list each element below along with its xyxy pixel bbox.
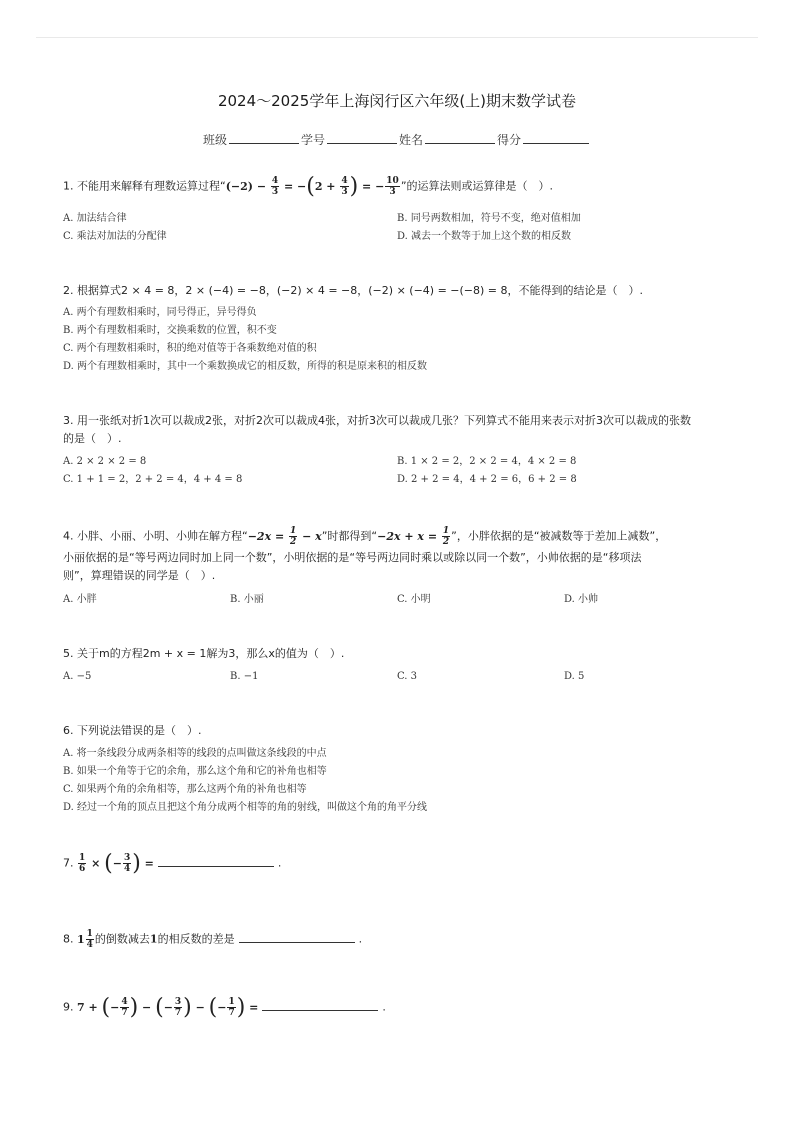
q3-option-d[interactable]: D. 2 + 2 = 4，4 + 2 = 6，6 + 2 = 8 bbox=[397, 474, 577, 485]
q2-option-a[interactable]: A. 两个有理数相乘时，同号得正，异号得负 bbox=[63, 307, 257, 318]
id-label: 学号 bbox=[300, 133, 325, 147]
q7-expression: $\frac{1}{6}$ × (− $\frac{3}{4}$ ) = bbox=[79, 850, 154, 876]
name-blank bbox=[425, 131, 495, 144]
q5-option-d[interactable]: D. 5 bbox=[564, 671, 585, 682]
q3-option-a[interactable]: A. 2 × 2 × 2 = 8 bbox=[63, 456, 147, 467]
q4-option-d[interactable]: D. 小帅 bbox=[564, 594, 599, 605]
question-3-line-1: 3. 用一张纸对折1次可以裁成2张，对折2次可以裁成4张，对折3次可以裁成几张？下列算式不能用来表示对折3次可以裁成的张数 bbox=[63, 414, 691, 427]
name-label: 姓名 bbox=[399, 133, 424, 147]
class-label: 班级 bbox=[202, 133, 227, 147]
q6-option-a[interactable]: A. 将一条线段分成两条相等的线段的点叫做这条线段的中点 bbox=[63, 748, 327, 759]
q8-answer-blank[interactable] bbox=[239, 930, 355, 943]
q9-expression: 7 + (− $\frac{4}{7}$ ) − (− $\frac{3}{7}$ ) − (− $\frac{1}{7}$ ) = bbox=[77, 994, 259, 1020]
q4-option-b[interactable]: B. 小丽 bbox=[230, 594, 264, 605]
question-9: 9. 7 + (− $\frac{4}{7}$ ) − (− $\frac{3}{7}$ ) − (− $\frac{1}{7}$ ) = . bbox=[63, 994, 386, 1020]
q5-option-b[interactable]: B. −1 bbox=[230, 671, 259, 682]
question-5: 5. 关于m的方程2m + x = 1解为3，那么x的值为（ ）. bbox=[63, 647, 345, 660]
q4-option-c[interactable]: C. 小明 bbox=[397, 594, 431, 605]
question-6: 6. 下列说法错误的是（ ）. bbox=[63, 724, 202, 737]
question-3-line-2: 的是（ ）. bbox=[63, 432, 122, 445]
q1-expression: (−2) − $\frac{4}{3}$ = −(2 + $\frac{4}{3}$ ) = − $\frac{10}{3}$ bbox=[225, 173, 399, 199]
score-label: 得分 bbox=[497, 133, 522, 147]
question-7: 7. $\frac{1}{6}$ × (− $\frac{3}{4}$ ) = . bbox=[63, 850, 282, 876]
question-4-line-2: 小丽依据的是“等号两边同时加上同一个数”，小明依据的是“等号两边同时乘以或除以同一个数”，小帅依据的是“移项法 bbox=[63, 551, 642, 564]
q1-option-c[interactable]: C. 乘法对加法的分配律 bbox=[63, 231, 167, 242]
header-divider bbox=[36, 37, 758, 38]
q2-option-d[interactable]: D. 两个有理数相乘时，其中一个乘数换成它的相反数，所得的积是原来积的相反数 bbox=[63, 361, 428, 372]
q5-option-c[interactable]: C. 3 bbox=[397, 671, 418, 682]
question-8: 8. 1 $\frac{1}{4}$ 的倒数减去1的相反数的差是 . bbox=[63, 929, 363, 950]
q7-answer-blank[interactable] bbox=[158, 854, 274, 867]
q4-equation: −2x = $\frac{1}{2}$ − x bbox=[247, 526, 322, 547]
q6-option-c[interactable]: C. 如果两个角的余角相等，那么这两个角的补角也相等 bbox=[63, 784, 307, 795]
q9-answer-blank[interactable] bbox=[262, 998, 378, 1011]
q4-result: −2x + x = $\frac{1}{2}$ bbox=[377, 526, 450, 547]
score-blank bbox=[523, 131, 589, 144]
q3-option-b[interactable]: B. 1 × 2 = 2，2 × 2 = 4，4 × 2 = 8 bbox=[397, 456, 577, 467]
q1-option-a[interactable]: A. 加法结合律 bbox=[63, 213, 127, 224]
q4-option-a[interactable]: A. 小胖 bbox=[63, 594, 97, 605]
q3-option-c[interactable]: C. 1 + 1 = 2，2 + 2 = 4，4 + 4 = 8 bbox=[63, 474, 243, 485]
q8-mixed-number: 1 $\frac{1}{4}$ bbox=[77, 929, 93, 950]
q6-option-b[interactable]: B. 如果一个角等于它的余角，那么这个角和它的补角也相等 bbox=[63, 766, 327, 777]
class-blank bbox=[229, 131, 299, 144]
q2-option-c[interactable]: C. 两个有理数相乘时，积的绝对值等于各乘数绝对值的积 bbox=[63, 343, 317, 354]
q1-option-b[interactable]: B. 同号两数相加，符号不变，绝对值相加 bbox=[397, 213, 581, 224]
page-title: 2024～2025学年上海闵行区六年级(上)期末数学试卷 bbox=[217, 92, 577, 110]
question-1: 1. 不能用来解释有理数运算过程“(−2) − $\frac{4}{3}$ = −(2 + $\frac{4}{3}$ ) = − $\frac{10}{3}$ ”的运算法则或运算律是（ ）. bbox=[63, 173, 554, 199]
q1-option-d[interactable]: D. 减去一个数等于加上这个数的相反数 bbox=[397, 231, 572, 242]
q2-option-b[interactable]: B. 两个有理数相乘时，交换乘数的位置，积不变 bbox=[63, 325, 277, 336]
q5-option-a[interactable]: A. −5 bbox=[63, 671, 92, 682]
question-4-line-1: 4. 小胖、小丽、小明、小帅在解方程“−2x = $\frac{1}{2}$ − x”时都得到“−2x + x = $\frac{1}{2}$ ”，小胖依据的是“被减数等于差加上减数”， bbox=[63, 526, 667, 547]
question-4-line-3: 则”，算理错误的同学是（ ）. bbox=[63, 569, 216, 582]
q6-option-d[interactable]: D. 经过一个角的顶点且把这个角分成两个相等的角的射线，叫做这个角的角平分线 bbox=[63, 802, 428, 813]
student-info-line bbox=[0, 131, 794, 148]
id-blank bbox=[327, 131, 397, 144]
question-2: 2. 根据算式2 × 4 = 8，2 × (−4) = −8，(−2) × 4 = −8，(−2) × (−4) = −(−8) = 8，不能得到的结论是（ ）. bbox=[63, 284, 644, 297]
